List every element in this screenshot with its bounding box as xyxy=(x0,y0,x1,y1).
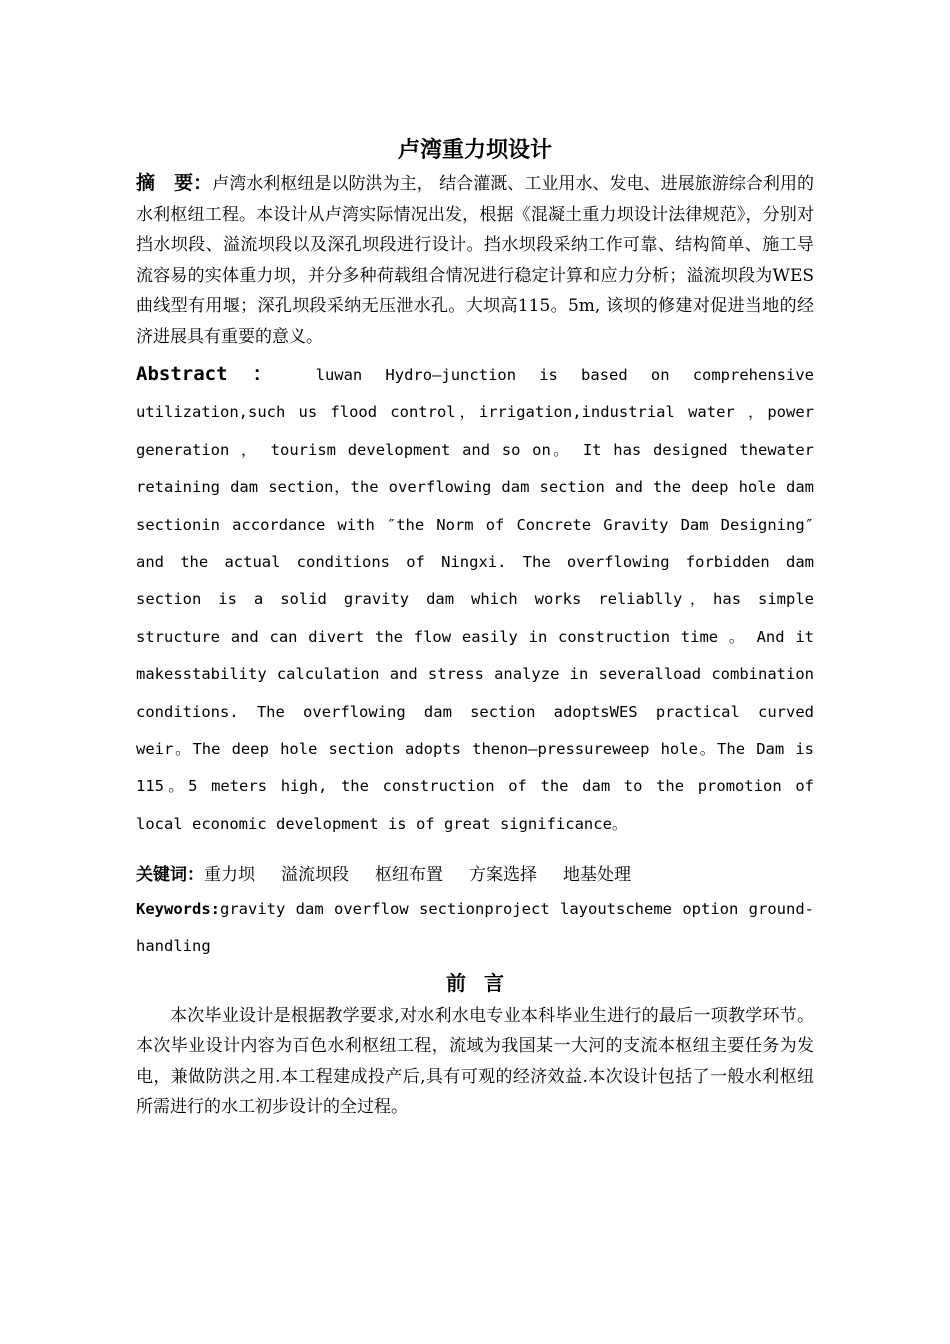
abstract-cn-text: 卢湾水利枢纽是以防洪为主， 结合灌溉、工业用水、发电、进展旅游综合利用的水利枢纽工程。本设计从卢湾实际情况出发，根据《混凝土重力坝设计法律规范》，分别对挡水坝段、溢流坝段以及深孔坝段进行设计。挡水坝段采纳工作可靠、结构简单、施工导流容易的实体重力坝，并分多种荷载组合情况进行稳定计算和应力分析；溢流坝段为WES曲线型有用堰；深孔坝段采纳无压泄水孔。大坝高115。5m, 该坝的修建对促进当地的经济进展具有重要的意义。 xyxy=(136,174,814,347)
keywords-en-label: Keywords: xyxy=(136,899,220,918)
keyword-cn-item: 地基处理 xyxy=(563,864,631,885)
abstract-cn xyxy=(136,168,814,352)
keyword-cn-item: 重力坝 xyxy=(204,864,255,885)
keyword-cn-item: 溢流坝段 xyxy=(281,864,349,885)
abstract-en-text: luwan Hydro—junction is based on comprehensive utilization,such us flood control，irrigation,industrial water ，power generation ， tourism development and so on。 It has designed thewater retaining dam section，the overflowing dam section and the deep hole dam sectionin accordance with ″the Norm of Concrete Gravity Dam Designing″ and the actual conditions of Ningxi. The overflowing forbidden dam section is a solid gravity dam which works reliablly，has simple structure and can divert the flow easily in construction time 。 And it makesstability calculation and stress analyze in severalload combination conditions. The overflowing dam section adoptsWES practical curved weir。The deep hole section adopts thenon—pressureweep hole。The Dam is 115。5 meters high, the construction of the dam to the promotion of local economic development is of great significance。 xyxy=(136,366,815,833)
keyword-cn-item: 方案选择 xyxy=(469,864,537,885)
abstract-en xyxy=(136,356,814,843)
keywords-en-text: gravity dam overflow sectionproject layoutscheme option ground-handling xyxy=(136,899,814,955)
preface-text: 本次毕业设计是根据教学要求,对水利水电专业本科毕业生进行的最后一项教学环节。本次毕业设计内容为百色水利枢纽工程，流域为我国某一大河的支流本枢纽主要任务为发电，兼做防洪之用.本工程建成投产后,具有可观的经济效益.本次设计包括了一般水利枢纽所需进行的水工初步设计的全过程。 xyxy=(136,1005,814,1118)
keywords-cn-label: 关键词： xyxy=(136,864,204,885)
preface-title: 前言 xyxy=(446,970,522,995)
keyword-cn-item: 枢纽布置 xyxy=(375,864,443,885)
abstract-cn-label: 摘 要： xyxy=(136,172,213,194)
keywords-en xyxy=(136,891,814,965)
document-page xyxy=(136,132,814,1123)
keywords-cn xyxy=(136,859,814,891)
document-title: 卢湾重力坝设计 xyxy=(397,137,552,163)
abstract-en-label: Abstract ： xyxy=(136,363,286,385)
